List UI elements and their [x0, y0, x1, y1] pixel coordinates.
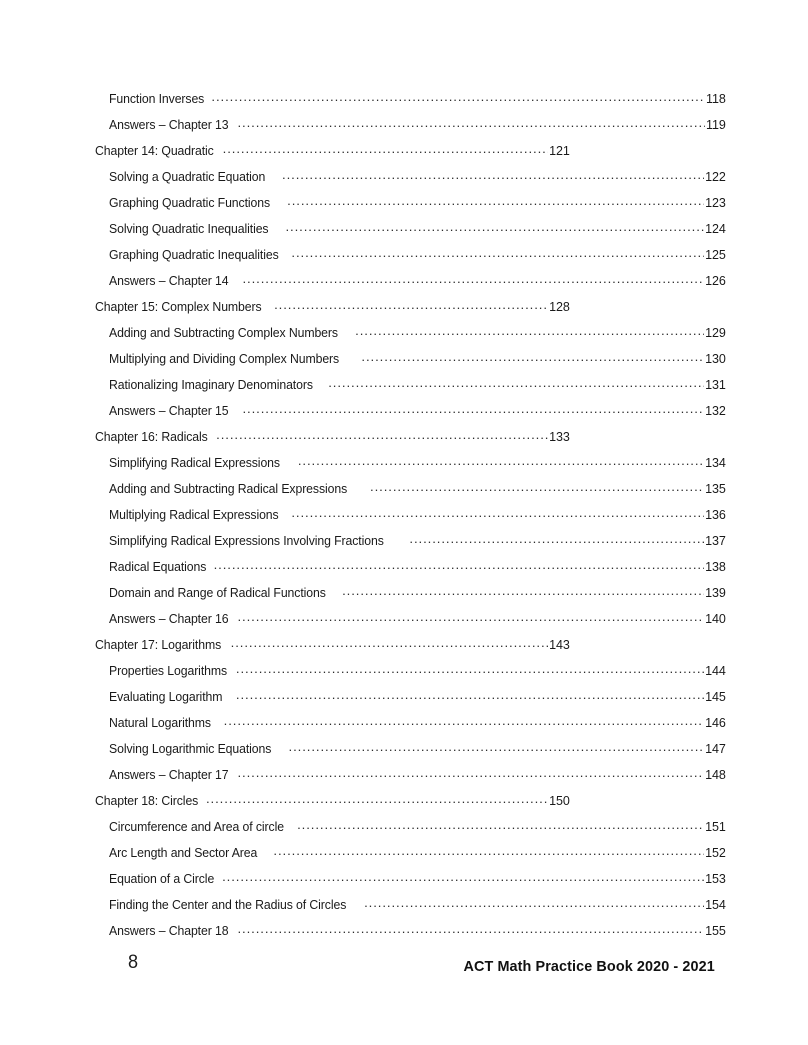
dot-leader — [237, 272, 704, 285]
toc-entry-title: Properties Logarithms — [109, 663, 228, 678]
dot-leader — [223, 142, 549, 155]
toc-chapter-row[interactable] — [95, 142, 570, 168]
toc-entry-row[interactable] — [95, 90, 726, 116]
dot-leader — [291, 506, 704, 519]
table-of-contents — [95, 90, 726, 948]
dot-leader — [237, 402, 704, 415]
toc-entry-row[interactable] — [95, 194, 726, 220]
dot-leader — [277, 168, 704, 181]
toc-entry-row[interactable] — [95, 558, 726, 584]
dot-leader — [231, 636, 549, 649]
toc-entry-row[interactable] — [95, 584, 726, 610]
toc-entry-title: Chapter 17: Logarithms — [95, 637, 222, 652]
toc-entry-title: Chapter 16: Radicals — [95, 429, 208, 444]
toc-entry-row[interactable] — [95, 740, 726, 766]
toc-entry-page-number: 125 — [705, 247, 726, 262]
dot-leader — [206, 792, 548, 805]
toc-entry-title: Solving Logarithmic Equations — [109, 741, 272, 756]
toc-entry-row[interactable] — [95, 168, 726, 194]
toc-entry-page-number: 155 — [705, 923, 726, 938]
toc-entry-row[interactable] — [95, 922, 726, 948]
toc-entry-row[interactable] — [95, 714, 726, 740]
toc-entry-page-number: 140 — [705, 611, 726, 626]
toc-entry-title: Equation of a Circle — [109, 871, 215, 886]
toc-entry-page-number: 135 — [705, 481, 726, 496]
dot-leader — [222, 870, 704, 883]
toc-entry-row[interactable] — [95, 662, 726, 688]
toc-entry-page-number: 154 — [705, 897, 726, 912]
toc-entry-page-number: 136 — [705, 507, 726, 522]
toc-entry-row[interactable] — [95, 766, 726, 792]
toc-entry-page-number: 152 — [705, 845, 726, 860]
toc-entry-row[interactable] — [95, 454, 726, 480]
toc-entry-title: Circumference and Area of circle — [109, 819, 284, 834]
toc-entry-title: Answers – Chapter 17 — [109, 767, 229, 782]
toc-entry-row[interactable] — [95, 480, 726, 506]
toc-entry-row[interactable] — [95, 350, 726, 376]
dot-leader — [284, 740, 705, 753]
toc-entry-row[interactable] — [95, 246, 726, 272]
toc-entry-title: Answers – Chapter 15 — [109, 403, 229, 418]
dot-leader — [236, 662, 704, 675]
dot-leader — [274, 298, 548, 311]
toc-entry-title: Finding the Center and the Radius of Circles — [109, 897, 347, 912]
toc-entry-page-number: 123 — [705, 195, 726, 210]
toc-entry-row[interactable] — [95, 896, 726, 922]
dot-leader — [291, 246, 704, 259]
dot-leader — [365, 480, 704, 493]
footer-book-title: ACT Math Practice Book 2020 - 2021 — [463, 958, 715, 975]
toc-entry-page-number: 150 — [549, 793, 570, 808]
dot-leader — [214, 558, 705, 571]
dot-leader — [342, 584, 704, 597]
toc-entry-page-number: 119 — [706, 117, 726, 132]
dot-leader — [355, 324, 704, 337]
toc-entry-title: Graphing Quadratic Functions — [109, 195, 271, 210]
toc-chapter-row[interactable] — [95, 428, 570, 454]
toc-entry-title: Adding and Subtracting Complex Numbers — [109, 325, 338, 340]
toc-entry-page-number: 131 — [705, 377, 726, 392]
toc-entry-title: Multiplying Radical Expressions — [109, 507, 279, 522]
toc-entry-page-number: 146 — [705, 715, 726, 730]
toc-entry-row[interactable] — [95, 610, 726, 636]
dot-leader — [231, 688, 704, 701]
toc-entry-page-number: 138 — [705, 559, 726, 574]
toc-entry-page-number: 121 — [549, 143, 570, 158]
dot-leader — [356, 350, 704, 363]
toc-entry-title: Evaluating Logarithm — [109, 689, 223, 704]
toc-entry-page-number: 144 — [705, 663, 726, 678]
toc-entry-page-number: 126 — [705, 273, 726, 288]
page-footer — [95, 952, 715, 986]
toc-entry-row[interactable] — [95, 324, 726, 350]
toc-entry-title: Answers – Chapter 14 — [109, 273, 229, 288]
toc-entry-title: Solving a Quadratic Equation — [109, 169, 266, 184]
toc-entry-row[interactable] — [95, 818, 726, 844]
toc-entry-row[interactable] — [95, 116, 726, 142]
dot-leader — [282, 194, 704, 207]
toc-entry-title: Solving Quadratic Inequalities — [109, 221, 269, 236]
toc-entry-title: Graphing Quadratic Inequalities — [109, 247, 279, 262]
toc-entry-title: Answers – Chapter 13 — [109, 117, 229, 132]
toc-entry-page-number: 148 — [705, 767, 726, 782]
toc-entry-page-number: 147 — [705, 741, 726, 756]
toc-entry-title: Multiplying and Dividing Complex Numbers — [109, 351, 340, 366]
toc-entry-row[interactable] — [95, 220, 726, 246]
toc-entry-title: Radical Equations — [109, 559, 207, 574]
toc-entry-page-number: 151 — [705, 819, 726, 834]
toc-entry-title: Simplifying Radical Expressions — [109, 455, 280, 470]
toc-chapter-row[interactable] — [95, 298, 570, 324]
toc-entry-title: Domain and Range of Radical Functions — [109, 585, 326, 600]
toc-chapter-row[interactable] — [95, 636, 570, 662]
toc-entry-page-number: 130 — [705, 351, 726, 366]
toc-entry-title: Function Inverses — [109, 91, 205, 106]
dot-leader — [328, 376, 704, 389]
dot-leader — [293, 454, 704, 467]
dot-leader — [237, 766, 704, 779]
toc-entry-page-number: 128 — [549, 299, 570, 314]
toc-entry-page-number: 132 — [705, 403, 726, 418]
footer-page-number: 8 — [128, 952, 139, 973]
toc-entry-page-number: 134 — [705, 455, 726, 470]
toc-entry-title: Rationalizing Imaginary Denominators — [109, 377, 313, 392]
dot-leader — [237, 116, 705, 129]
dot-leader — [211, 90, 705, 103]
toc-entry-page-number: 145 — [705, 689, 726, 704]
toc-chapter-row[interactable] — [95, 792, 570, 818]
dot-leader — [237, 610, 704, 623]
toc-entry-page-number: 129 — [705, 325, 726, 340]
dot-leader — [268, 844, 704, 857]
toc-entry-page-number: 137 — [705, 533, 726, 548]
toc-entry-row[interactable] — [95, 688, 726, 714]
toc-entry-title: Chapter 15: Complex Numbers — [95, 299, 262, 314]
toc-entry-title: Adding and Subtracting Radical Expressions — [109, 481, 348, 496]
toc-entry-row[interactable] — [95, 376, 726, 402]
toc-entry-row[interactable] — [95, 870, 726, 896]
toc-entry-title: Natural Logarithms — [109, 715, 211, 730]
toc-entry-title: Simplifying Radical Expressions Involving Fractions — [109, 533, 384, 548]
toc-entry-page-number: 153 — [705, 871, 726, 886]
dot-leader — [219, 714, 705, 727]
toc-entry-title: Chapter 18: Circles — [95, 793, 199, 808]
toc-entry-page-number: 133 — [549, 429, 570, 444]
toc-entry-title: Answers – Chapter 16 — [109, 611, 229, 626]
toc-entry-page-number: 118 — [706, 91, 726, 106]
toc-entry-page-number: 124 — [705, 221, 726, 236]
dot-leader — [216, 428, 548, 441]
dot-leader — [280, 220, 704, 233]
toc-entry-row[interactable] — [95, 506, 726, 532]
toc-entry-title: Chapter 14: Quadratic — [95, 143, 214, 158]
dot-leader — [237, 922, 704, 935]
dot-leader — [364, 896, 704, 909]
toc-entry-title: Answers – Chapter 18 — [109, 923, 229, 938]
toc-entry-row[interactable] — [95, 532, 726, 558]
toc-entry-row[interactable] — [95, 402, 726, 428]
toc-entry-page-number: 139 — [705, 585, 726, 600]
toc-entry-page-number: 122 — [705, 169, 726, 184]
dot-leader — [297, 818, 704, 831]
toc-entry-row[interactable] — [95, 844, 726, 870]
dot-leader — [404, 532, 704, 545]
toc-entry-page-number: 143 — [549, 637, 570, 652]
toc-entry-row[interactable] — [95, 272, 726, 298]
toc-entry-title: Arc Length and Sector Area — [109, 845, 258, 860]
